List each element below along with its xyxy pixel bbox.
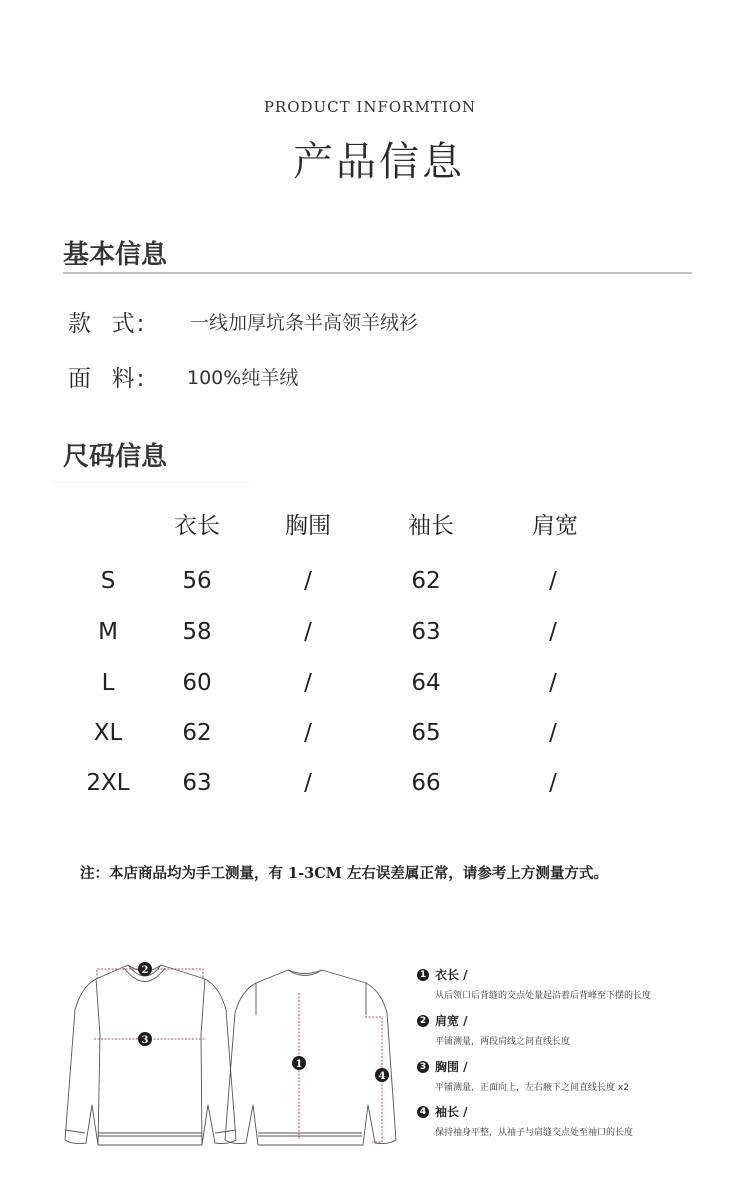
col-header-sleeve: 袖长: [408, 513, 454, 539]
cell-shoulder: /: [549, 670, 557, 696]
legend-title: 肩宽 /: [435, 1014, 468, 1028]
cell-length: 63: [182, 770, 212, 796]
legend-desc: 平铺测量，两段肩线之间直线长度: [435, 1037, 571, 1047]
svg-text:3: 3: [141, 1035, 149, 1046]
header-title-cn: 产品信息: [293, 139, 465, 185]
col-header-shoulder: 肩宽: [532, 513, 578, 539]
cell-sleeve: 64: [411, 670, 441, 696]
faint-divider: [50, 482, 250, 483]
legend-title: 胸围 /: [435, 1060, 468, 1074]
section-divider: [63, 272, 692, 274]
cell-size: M: [98, 619, 118, 645]
legend-desc: 保持袖身平整，从袖子与肩缝交点处至袖口的长度: [435, 1128, 634, 1138]
legend-item-sleeve: [417, 1103, 633, 1138]
legend-item-length: [417, 966, 651, 1001]
legend-item-shoulder: [417, 1012, 570, 1047]
number-badge-icon: 3: [417, 1061, 429, 1073]
cell-sleeve: 63: [411, 619, 441, 645]
cell-shoulder: /: [549, 720, 557, 746]
measurement-note: 注：本店商品均为手工测量，有 1-3CM 左右误差属正常，请参考上方测量方式。: [80, 865, 608, 882]
cell-size: XL: [93, 720, 123, 746]
cell-sleeve: 66: [411, 770, 441, 796]
section-title-basic-info: 基本信息: [63, 240, 168, 270]
header-title-en: PRODUCT INFORMTION: [263, 98, 477, 116]
cell-shoulder: /: [549, 770, 557, 796]
cell-sleeve: 62: [411, 568, 441, 594]
cell-shoulder: /: [549, 568, 557, 594]
cell-length: 60: [182, 670, 212, 696]
cell-chest: /: [304, 670, 312, 696]
legend-desc: 从后领口后背缝的交点处量起沿着后背峰至下摆的长度: [435, 991, 652, 1001]
fabric-label: 面 料:: [68, 366, 147, 392]
cell-size: 2XL: [86, 770, 130, 796]
number-badge-icon: 1: [417, 969, 429, 981]
cell-chest: /: [304, 770, 312, 796]
cell-length: 58: [182, 619, 212, 645]
cell-length: 62: [182, 720, 212, 746]
legend-title: 衣长 /: [435, 968, 468, 982]
col-header-length: 衣长: [174, 513, 220, 539]
section-title-size-info: 尺码信息: [63, 442, 168, 472]
cell-size: S: [100, 568, 116, 594]
number-badge-icon: 2: [417, 1015, 429, 1027]
legend-item-chest: [417, 1058, 629, 1093]
cell-shoulder: /: [549, 619, 557, 645]
cell-size: L: [101, 670, 115, 696]
legend-title: 袖长 /: [435, 1105, 468, 1119]
fabric-value: 100%纯羊绒: [187, 367, 299, 389]
legend-desc: 平铺测量，正面向上，左右腋下之间直线长度 x2: [435, 1083, 629, 1093]
svg-text:1: 1: [295, 1059, 303, 1070]
cell-chest: /: [304, 619, 312, 645]
measurement-diagram: [60, 955, 400, 1154]
style-value: 一线加厚坑条半高领羊绒衫: [190, 312, 419, 334]
cell-chest: /: [304, 568, 312, 594]
col-header-chest: 胸围: [285, 513, 331, 539]
number-badge-icon: 4: [417, 1106, 429, 1118]
svg-text:2: 2: [141, 965, 149, 976]
style-label: 款 式:: [68, 311, 147, 337]
cell-chest: /: [304, 720, 312, 746]
cell-length: 56: [182, 568, 212, 594]
svg-text:4: 4: [378, 1071, 386, 1082]
cell-sleeve: 65: [411, 720, 441, 746]
sweater-illustration: [60, 955, 400, 1150]
